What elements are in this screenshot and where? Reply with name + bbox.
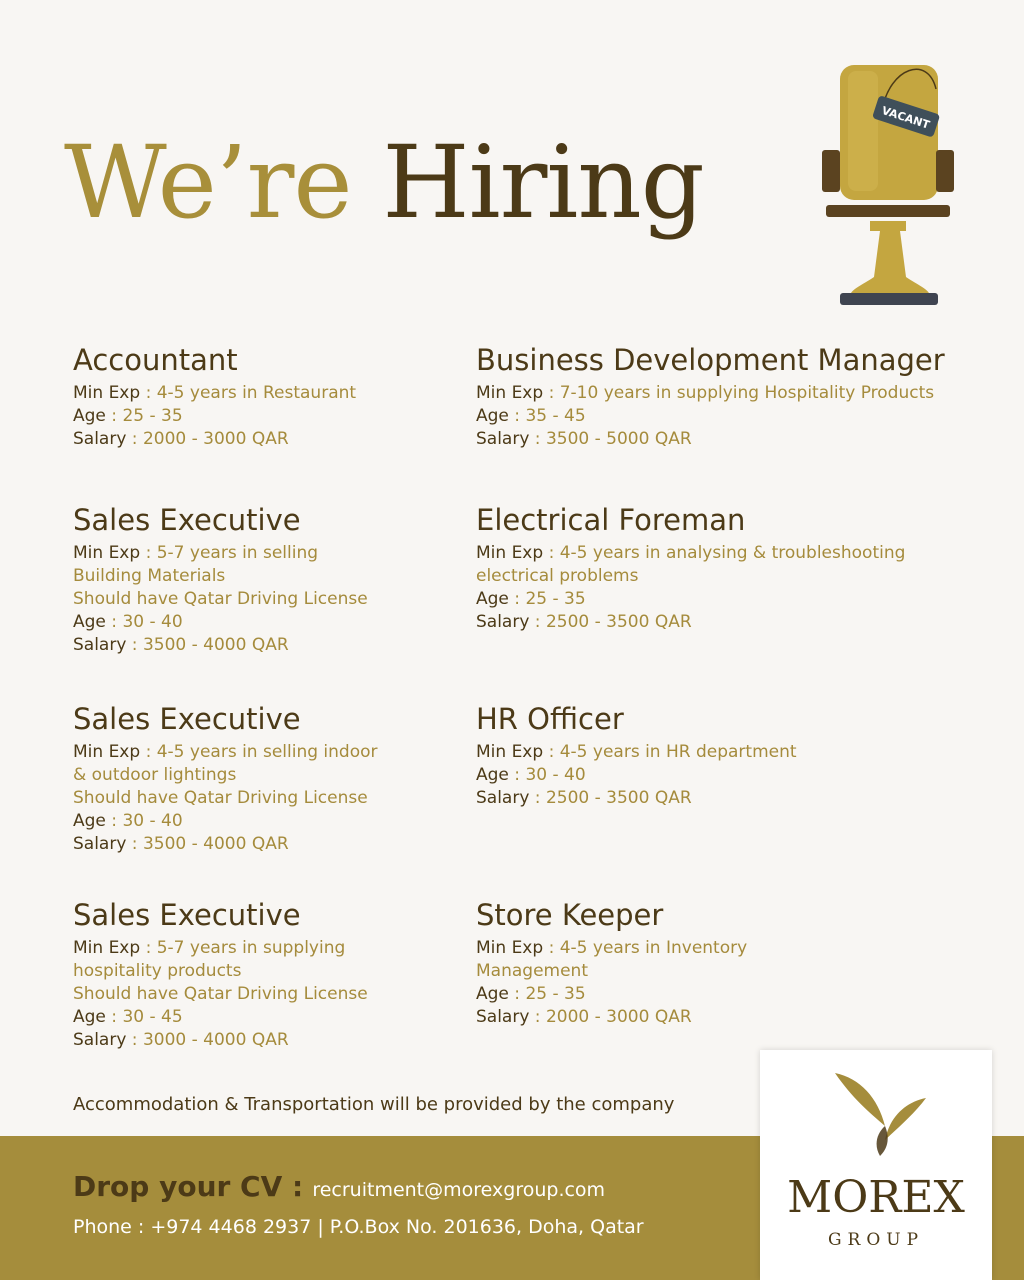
job-title: Sales Executive <box>73 503 301 537</box>
page-title <box>64 124 704 241</box>
job-detail-line: Min Exp : 4-5 years in HR department <box>476 742 797 762</box>
job-detail-line: Age : 25 - 35 <box>476 984 586 1004</box>
job-detail-line: Should have Qatar Driving License <box>73 589 368 609</box>
job-card <box>476 701 996 810</box>
job-title: Accountant <box>73 343 238 377</box>
job-detail-line: Age : 25 - 35 <box>73 406 183 426</box>
logo-subtitle: GROUP <box>827 1230 925 1250</box>
job-detail-line: Min Exp : 5-7 years in supplying <box>73 938 346 958</box>
job-card <box>73 502 523 657</box>
job-detail-line: Min Exp : 5-7 years in selling <box>73 543 319 563</box>
cv-label: Drop your CV : <box>73 1170 304 1203</box>
contact-info: Phone : +974 4468 2937 | P.O.Box No. 201636, Doha, Qatar <box>73 1216 644 1238</box>
email-link[interactable]: recruitment@morexgroup.com <box>312 1179 606 1201</box>
job-detail-line: Salary : 3500 - 5000 QAR <box>476 429 692 449</box>
job-detail-line: Age : 30 - 45 <box>73 1007 183 1027</box>
job-title: Business Development Manager <box>476 343 945 377</box>
job-title: Sales Executive <box>73 898 301 932</box>
job-card <box>476 502 996 634</box>
job-detail-line: Age : 35 - 45 <box>476 406 586 426</box>
job-detail-line: Age : 30 - 40 <box>73 811 183 831</box>
job-title: HR Officer <box>476 702 624 736</box>
job-detail-line: hospitality products <box>73 961 242 981</box>
job-title: Store Keeper <box>476 898 664 932</box>
title-were: We’re <box>64 124 352 241</box>
job-detail-line: & outdoor lightings <box>73 765 237 785</box>
job-detail-line: Salary : 3500 - 4000 QAR <box>73 834 289 854</box>
job-detail-line: electrical problems <box>476 566 639 586</box>
job-detail-line: Min Exp : 4-5 years in analysing & troubleshooting <box>476 543 906 563</box>
job-detail-line: Min Exp : 4-5 years in selling indoor <box>73 742 378 762</box>
bird-logo-icon <box>830 1068 930 1158</box>
job-detail-line: Management <box>476 961 588 981</box>
job-detail-line: Age : 30 - 40 <box>476 765 586 785</box>
job-detail-line: Age : 25 - 35 <box>476 589 586 609</box>
job-card <box>476 342 996 451</box>
company-logo <box>760 1050 992 1280</box>
job-detail-line: Min Exp : 4-5 years in Inventory <box>476 938 748 958</box>
job-detail-line: Building Materials <box>73 566 226 586</box>
job-card <box>73 342 523 451</box>
job-detail-line: Should have Qatar Driving License <box>73 984 368 1004</box>
job-detail-line: Salary : 2500 - 3500 QAR <box>476 612 692 632</box>
job-detail-line: Age : 30 - 40 <box>73 612 183 632</box>
job-detail-line: Salary : 3500 - 4000 QAR <box>73 635 289 655</box>
job-card <box>73 701 523 856</box>
job-detail-line: Min Exp : 4-5 years in Restaurant <box>73 383 357 403</box>
vacant-chair-icon <box>810 55 970 310</box>
job-detail-line: Salary : 2500 - 3500 QAR <box>476 788 692 808</box>
job-card <box>73 897 523 1052</box>
cv-line <box>73 1170 605 1203</box>
job-detail-line: Should have Qatar Driving License <box>73 788 368 808</box>
logo-name: MOREX <box>787 1172 965 1223</box>
job-detail-line: Min Exp : 7-10 years in supplying Hospitality Products <box>476 383 935 403</box>
benefits-note: Accommodation & Transportation will be provided by the company <box>73 1094 675 1115</box>
job-title: Sales Executive <box>73 702 301 736</box>
job-title: Electrical Foreman <box>476 503 746 537</box>
job-detail-line: Salary : 2000 - 3000 QAR <box>73 429 289 449</box>
job-detail-line: Salary : 3000 - 4000 QAR <box>73 1030 289 1050</box>
title-hiring: Hiring <box>382 124 704 241</box>
job-card <box>476 897 996 1029</box>
vacant-tag-text: VACANT <box>880 103 932 132</box>
job-detail-line: Salary : 2000 - 3000 QAR <box>476 1007 692 1027</box>
